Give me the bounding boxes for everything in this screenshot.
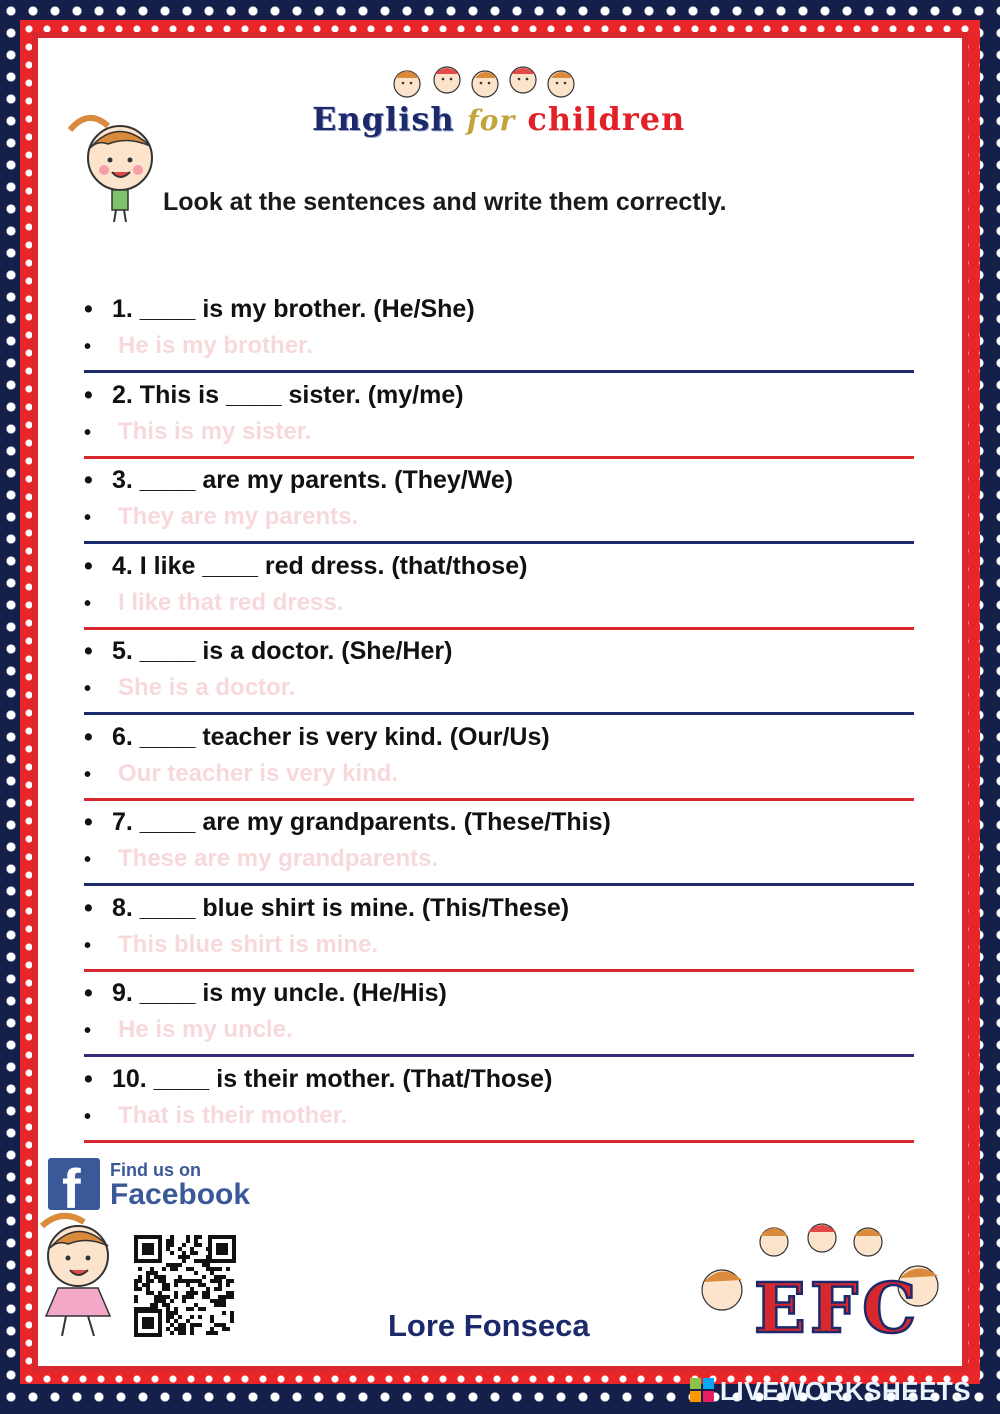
answer-text: He is my brother. — [118, 332, 313, 359]
answer-text: She is a doctor. — [118, 674, 296, 701]
bullet: • — [84, 979, 93, 1007]
bullet: • — [84, 637, 93, 665]
page-title — [312, 100, 685, 138]
question-text: 6. ____ teacher is very kind. (Our/Us) — [112, 722, 550, 751]
answer-line — [84, 798, 914, 801]
bullet: • — [84, 551, 93, 580]
bullet: • — [84, 336, 92, 358]
exercise-question — [84, 295, 475, 324]
exercise-question — [84, 979, 447, 1008]
girl-illustration — [58, 110, 168, 225]
answer-text: This blue shirt is mine. — [118, 930, 379, 958]
question-text: 2. This is ____ sister. (my/me) — [112, 380, 464, 409]
facebook-icon: f — [48, 1158, 100, 1210]
exercise-question — [84, 894, 569, 923]
efc-logo — [696, 1218, 946, 1346]
bullet: • — [84, 592, 92, 615]
question-text: 7. ____ are my grandparents. (These/This) — [112, 808, 611, 836]
instruction-text: Look at the sentences and write them correctly. — [163, 188, 727, 216]
answer-line — [84, 969, 914, 972]
bullet: • — [84, 849, 92, 871]
answer-text: They are my parents. — [118, 503, 359, 530]
answer-field[interactable] — [84, 503, 358, 531]
bullet: • — [84, 507, 92, 529]
bullet: • — [84, 722, 93, 751]
answer-field[interactable] — [84, 760, 398, 788]
answer-field[interactable] — [84, 332, 313, 360]
answer-text: I like that red dress. — [118, 588, 344, 616]
exercise-question — [84, 1065, 552, 1094]
bullet: • — [84, 934, 92, 957]
question-text: 4. I like ____ red dress. (that/those) — [112, 551, 528, 580]
liveworksheets-icon — [690, 1378, 714, 1402]
answer-line — [84, 1140, 914, 1143]
title-english: English — [312, 100, 455, 138]
answer-text: He is my uncle. — [118, 1016, 293, 1043]
question-text: 5. ____ is a doctor. (She/Her) — [112, 637, 453, 665]
bullet: • — [84, 380, 93, 409]
answer-line — [84, 370, 914, 373]
facebook-line2: Facebook — [110, 1178, 251, 1211]
bullet: • — [84, 1105, 92, 1128]
qr-code[interactable] — [134, 1235, 236, 1337]
facebook-line1: Find us on — [110, 1160, 201, 1180]
title-for: for — [466, 104, 516, 137]
exercise-question — [84, 552, 527, 581]
answer-line — [84, 627, 914, 630]
answer-field[interactable] — [84, 589, 343, 617]
answer-field[interactable] — [84, 674, 295, 702]
answer-text: This is my sister. — [118, 417, 312, 445]
exercise-item — [84, 1064, 914, 1168]
author-name: Lore Fonseca — [388, 1308, 590, 1343]
answer-text: That is their mother. — [118, 1101, 348, 1129]
exercise-question — [84, 723, 550, 752]
question-text: 8. ____ blue shirt is mine. (This/These) — [112, 893, 570, 922]
bullet: • — [84, 466, 93, 494]
bullet: • — [84, 678, 92, 700]
answer-text: These are my grandparents. — [118, 845, 439, 872]
question-text: 9. ____ is my uncle. (He/His) — [112, 979, 447, 1007]
answer-field[interactable] — [84, 418, 311, 446]
exercise-question — [84, 808, 611, 837]
bullet: • — [84, 893, 93, 922]
bullet: • — [84, 421, 92, 444]
question-text: 3. ____ are my parents. (They/We) — [112, 466, 514, 494]
answer-line — [84, 541, 914, 544]
bullet: • — [84, 1064, 93, 1093]
title-children: children — [527, 100, 686, 138]
answer-field[interactable] — [84, 931, 378, 959]
answer-text: Our teacher is very kind. — [118, 759, 399, 787]
exercise-question — [84, 381, 464, 410]
bullet: • — [84, 763, 92, 786]
question-text: 1. ____ is my brother. (He/She) — [112, 295, 475, 323]
answer-field[interactable] — [84, 1102, 347, 1130]
bullet: • — [84, 808, 93, 836]
question-text: 10. ____ is their mother. (That/Those) — [112, 1064, 553, 1093]
answer-line — [84, 883, 914, 886]
answer-line — [84, 1054, 914, 1057]
exercise-question — [84, 466, 513, 495]
answer-field[interactable] — [84, 1016, 293, 1044]
dancing-girl-illustration — [22, 1212, 132, 1342]
answer-line — [84, 712, 914, 715]
answer-line — [84, 456, 914, 459]
bullet: • — [84, 295, 93, 323]
answer-field[interactable] — [84, 845, 438, 873]
bullet: • — [84, 1020, 92, 1042]
watermark: LIVEWORKSHEETS — [720, 1376, 972, 1406]
exercise-question — [84, 637, 452, 666]
efc-logo-text: EFC — [754, 1269, 921, 1346]
